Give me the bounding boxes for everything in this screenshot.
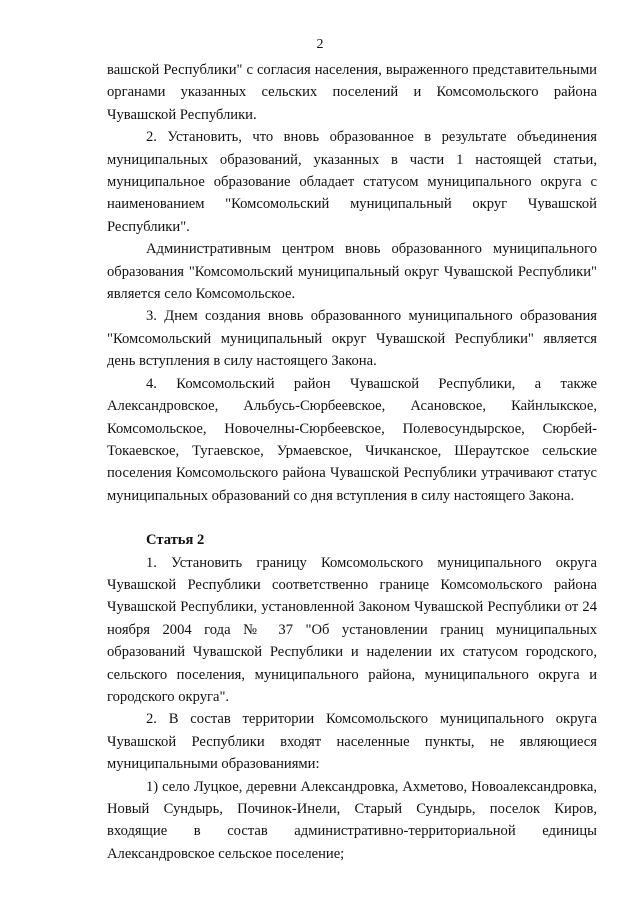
paragraph-article1-continuation: вашской Республики" с согласия населения, выраженного представительными органами указанных сельских поселений и Комсомольского района Чувашской Республики. bbox=[107, 62, 597, 123]
paragraph-article1-part2: 2. Установить, что вновь образованное в результате объединения муниципальных образований, указанных в части 1 настоящей статьи, муниципальное образование обладает статусом муниципального округа с наименованием "Комсомольский муниципальный округ Чувашской Республики". bbox=[107, 129, 597, 235]
paragraph-article2-part1: 1. Установить границу Комсомольского муниципального округа Чувашской Республики соответственно границе Комсомольского района Чувашской Республики, установленной Законом Чувашской Республики от 24 ноября 2004 года № 37 "Об установлении границ муниципальных образований Чувашской Республики и наделении их статусом городского, сельского поселения, муниципального района, муниципального округа и городского округа". bbox=[107, 554, 597, 705]
paragraph-article2-item1: 1) село Луцкое, деревни Александровка, Ахметово, Новоалександровка, Новый Сундырь, Починок-Инели, Старый Сундырь, поселок Киров, входящие в состав административно-территориальной единицы Александровское сельское поселение; bbox=[107, 778, 597, 862]
paragraph-article1-part4: 4. Комсомольский район Чувашской Республики, а также Александровское, Альбусь-Сюрбеевское, Асановское, Кайнлыкское, Комсомольское, Новочелны-Сюрбеевское, Полевосундырское, Сюрбей-Токаевское, Тугаевское, Урмаевское, Чичканское, Шераутское сельские поселения Комсомольского района Чувашской Республики утрачивают статус муниципальных образований со дня вступления в силу настоящего Закона. bbox=[107, 375, 597, 504]
page-number: 2 bbox=[316, 37, 324, 52]
document-body bbox=[107, 59, 597, 865]
article2-heading: Статья 2 bbox=[146, 532, 205, 549]
paragraph-article1-part3: 3. Днем создания вновь образованного муниципального образования "Комсомольский муниципальный округ Чувашской Республики" является день вступления в силу настоящего Закона. bbox=[107, 308, 597, 370]
paragraph-administrative-center: Административным центром вновь образованного муниципального образования "Комсомольский муниципальный округ Чувашской Республики" является село Комсомольское. bbox=[107, 241, 597, 303]
paragraph-article2-part2: 2. В состав территории Комсомольского муниципального округа Чувашской Республики входят населенные пункты, не являющиеся муниципальными образованиями: bbox=[107, 711, 597, 773]
